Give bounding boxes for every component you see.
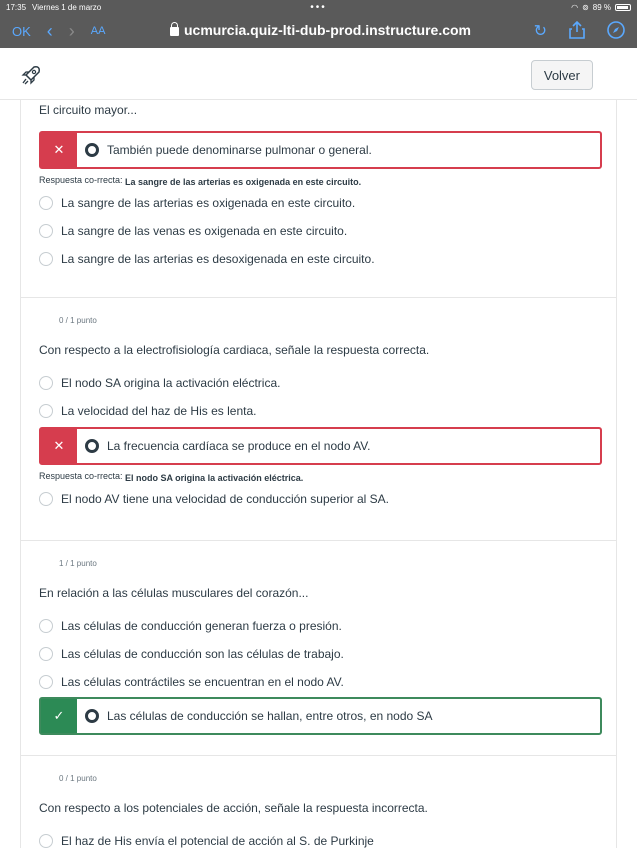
question-1 xyxy=(21,100,616,298)
answer-option xyxy=(21,668,616,696)
radio-button xyxy=(39,224,53,238)
answer-option xyxy=(21,217,616,245)
question-3 xyxy=(21,541,616,756)
radio-button xyxy=(39,376,53,390)
correct-answer-label: Respuesta co-rrecta: xyxy=(39,175,123,185)
safari-toolbar xyxy=(0,14,637,48)
radio-selected xyxy=(85,709,99,723)
reload-icon[interactable]: ↻ xyxy=(533,23,547,40)
status-time: 17:35 xyxy=(6,2,27,12)
check-icon: ✓ xyxy=(41,699,77,733)
status-bar xyxy=(0,0,637,14)
answer-text: La velocidad del haz de His es lenta. xyxy=(61,404,257,418)
question-text: Con respecto a la electrofisiología cardiaca, señale la respuesta correcta. xyxy=(39,343,430,357)
question-text: En relación a las células musculares del corazón... xyxy=(39,586,309,600)
correct-answer-label: Respuesta co-rrecta: xyxy=(39,471,123,481)
question-2 xyxy=(21,298,616,541)
radio-selected xyxy=(85,143,99,157)
answer-text: Las células de conducción generan fuerza o presión. xyxy=(61,619,342,633)
answer-text: La sangre de las arterias es oxigenada en este circuito. xyxy=(61,196,356,210)
answer-option xyxy=(21,612,616,640)
answer-text: La frecuencia cardíaca se produce en el nodo AV. xyxy=(107,439,371,453)
question-4 xyxy=(21,756,616,848)
battery-percent: 89 % xyxy=(592,2,611,12)
answer-text: La sangre de las venas es oxigenada en este circuito. xyxy=(61,224,348,238)
correct-answer-text: La sangre de las arterias es oxigenada en este circuito. xyxy=(125,177,362,187)
radio-selected xyxy=(85,439,99,453)
answer-text: También puede denominarse pulmonar o general. xyxy=(107,143,372,157)
compass-icon[interactable] xyxy=(607,21,625,42)
radio-button xyxy=(39,675,53,689)
radio-button xyxy=(39,404,53,418)
radio-button xyxy=(39,834,53,848)
battery-icon xyxy=(615,4,631,11)
lock-icon xyxy=(170,27,179,36)
answer-option xyxy=(21,245,616,273)
radio-button xyxy=(39,196,53,210)
answer-text: La sangre de las arterias es desoxigenada en este circuito. xyxy=(61,252,375,266)
question-text: Con respecto a los potenciales de acción, señale la respuesta incorrecta. xyxy=(39,801,428,815)
answer-text: Las células contráctiles se encuentran en el nodo AV. xyxy=(61,675,344,689)
lock-rotation-icon: ⊚ xyxy=(582,2,589,12)
correct-answer xyxy=(21,175,616,187)
selected-answer-correct xyxy=(39,697,602,735)
question-points: 1 / 1 punto xyxy=(59,559,97,568)
answer-text: El nodo AV tiene una velocidad de conducción superior al SA. xyxy=(61,492,389,506)
radio-button xyxy=(39,492,53,506)
answer-text: El nodo SA origina la activación eléctrica. xyxy=(61,376,281,390)
correct-answer-text: El nodo SA origina la activación eléctrica. xyxy=(125,473,304,483)
correct-answer xyxy=(21,471,616,483)
text-size-button[interactable]: AA xyxy=(90,25,106,37)
volver-button[interactable]: Volver xyxy=(531,60,593,90)
answer-option xyxy=(21,827,616,848)
answer-text: Las células de conducción se hallan, entre otros, en nodo SA xyxy=(107,709,433,723)
rocket-icon xyxy=(20,64,42,86)
quiz-results xyxy=(20,100,617,848)
status-date: Viernes 1 de marzo xyxy=(32,2,102,12)
ok-button[interactable]: OK xyxy=(12,23,31,39)
radio-button xyxy=(39,252,53,266)
multitask-dots[interactable]: ••• xyxy=(310,1,327,13)
forward-chevron-icon[interactable]: › xyxy=(68,20,75,41)
radio-button xyxy=(39,647,53,661)
back-chevron-icon[interactable]: ‹ xyxy=(46,20,53,41)
question-text: El circuito mayor... xyxy=(39,103,138,117)
answer-option xyxy=(21,189,616,217)
selected-answer-wrong xyxy=(39,427,602,465)
wifi-icon: ◠ xyxy=(571,2,579,12)
radio-button xyxy=(39,619,53,633)
close-icon: ✕ xyxy=(41,429,77,463)
url-text: ucmurcia.quiz-lti-dub-prod.instructure.com xyxy=(184,22,472,38)
app-header xyxy=(0,48,637,100)
question-points: 0 / 1 punto xyxy=(59,774,97,783)
address-bar[interactable] xyxy=(170,22,471,38)
selected-answer-wrong xyxy=(39,131,602,169)
answer-text: El haz de His envía el potencial de acción al S. de Purkinje xyxy=(61,834,374,848)
answer-option xyxy=(21,397,616,425)
answer-option xyxy=(21,369,616,397)
close-icon: ✕ xyxy=(41,133,77,167)
share-icon[interactable] xyxy=(569,21,585,42)
answer-option xyxy=(21,485,616,513)
answer-text: Las células de conducción son las células de trabajo. xyxy=(61,647,344,661)
answer-option xyxy=(21,640,616,668)
question-points: 0 / 1 punto xyxy=(59,316,97,325)
